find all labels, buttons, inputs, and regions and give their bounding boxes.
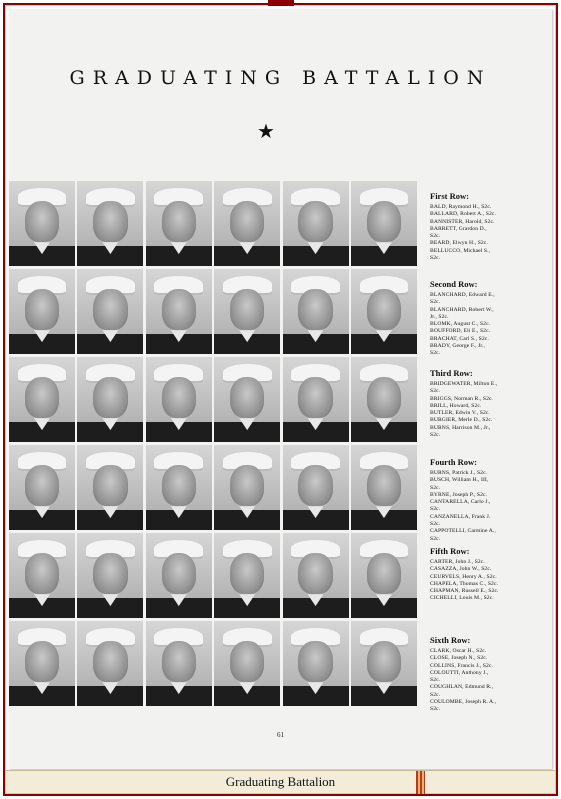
sailor-name: S2c. bbox=[430, 677, 441, 684]
sailor-name: CICHELLI, Louis M., S2c. bbox=[430, 595, 494, 602]
row-title: Fourth Row: bbox=[430, 457, 477, 467]
portrait-face bbox=[162, 201, 196, 242]
sailor-portrait bbox=[9, 269, 75, 354]
sailor-name: CANTARELLA, Carlo J., bbox=[430, 499, 491, 506]
sailor-portrait bbox=[9, 357, 75, 442]
sailor-portrait bbox=[283, 269, 349, 354]
sailor-portrait bbox=[214, 269, 280, 354]
sailor-name: CLOSE, Joseph N., S2c. bbox=[430, 655, 488, 662]
sailor-portrait bbox=[214, 181, 280, 266]
sailor-name: BRACHAT, Carl S., S2c. bbox=[430, 335, 489, 342]
sailor-name: S2c. bbox=[430, 233, 441, 240]
portrait-face bbox=[298, 465, 332, 506]
sailor-name: BALLARD, Robert A., S2c. bbox=[430, 211, 496, 218]
sailor-name: CHAPELA, Thomas C., S2c. bbox=[430, 580, 499, 587]
sailor-portrait bbox=[214, 357, 280, 442]
sailor-name: BARRETT, Grardon D., bbox=[430, 225, 487, 232]
portrait-face bbox=[298, 641, 332, 682]
portrait-face bbox=[93, 289, 127, 330]
sailor-name: CAPPOTELLI, Carmine A., bbox=[430, 528, 496, 535]
portrait-face bbox=[367, 377, 401, 418]
sailor-portrait bbox=[283, 181, 349, 266]
portrait-face bbox=[230, 465, 264, 506]
sailor-name: S2c. bbox=[430, 535, 441, 542]
sailor-name: CHAPMAN, Russell E., S2c. bbox=[430, 588, 499, 595]
row-title: Third Row: bbox=[430, 368, 473, 378]
row-name-block bbox=[430, 457, 548, 543]
sailor-name: BLOMK, August C., S2c. bbox=[430, 321, 491, 328]
star-icon: ★ bbox=[257, 121, 275, 143]
sailor-portrait bbox=[146, 269, 212, 354]
sailor-name: S2c. bbox=[430, 388, 441, 395]
row-name-block bbox=[430, 368, 548, 439]
portrait-face bbox=[367, 201, 401, 242]
portrait-face bbox=[298, 553, 332, 594]
sailor-portrait bbox=[283, 445, 349, 530]
portrait-face bbox=[230, 289, 264, 330]
sailor-portrait bbox=[351, 181, 417, 266]
sailor-portrait bbox=[9, 621, 75, 706]
sailor-portrait bbox=[351, 621, 417, 706]
portrait-face bbox=[25, 553, 59, 594]
portrait-face bbox=[93, 465, 127, 506]
sailor-portrait bbox=[9, 533, 75, 618]
portrait-face bbox=[25, 465, 59, 506]
row-name-block bbox=[430, 279, 548, 358]
caption-bar bbox=[6, 770, 555, 793]
row-title: Second Row: bbox=[430, 279, 478, 289]
sailor-portrait bbox=[214, 621, 280, 706]
sailor-portrait bbox=[283, 357, 349, 442]
row-title: First Row: bbox=[430, 191, 469, 201]
portrait-face bbox=[25, 201, 59, 242]
portrait-face bbox=[93, 377, 127, 418]
row-name-block bbox=[430, 546, 548, 603]
sailor-name: BEARD, Elwyn H., S2c. bbox=[430, 240, 488, 247]
portrait-face bbox=[367, 289, 401, 330]
sailor-portrait bbox=[9, 445, 75, 530]
sailor-name: Jr., S2c. bbox=[430, 313, 449, 320]
row-title: Fifth Row: bbox=[430, 546, 470, 556]
portrait-face bbox=[93, 201, 127, 242]
sailor-name: CANZANELLA, Frank J. bbox=[430, 513, 491, 520]
sailor-name: S2c. bbox=[430, 706, 441, 713]
sailor-name: BRIGGS, Norman R., S2c. bbox=[430, 395, 494, 402]
sailor-portrait bbox=[9, 181, 75, 266]
portrait-face bbox=[162, 377, 196, 418]
sailor-portrait bbox=[214, 533, 280, 618]
sailor-portrait bbox=[351, 533, 417, 618]
caption-tab bbox=[416, 771, 425, 794]
portrait-face bbox=[25, 289, 59, 330]
sailor-name: BOUFFORD, Eli E., S2c. bbox=[430, 328, 491, 335]
sailor-portrait bbox=[77, 357, 143, 442]
sailor-portrait bbox=[77, 533, 143, 618]
top-tab bbox=[268, 0, 294, 6]
sailor-name: COUGHLAN, Edmund R., bbox=[430, 684, 494, 691]
yearbook-page bbox=[9, 9, 552, 769]
portrait-face bbox=[367, 465, 401, 506]
portrait-face bbox=[298, 201, 332, 242]
sailor-name: COLLINS, Francis J., S2c. bbox=[430, 662, 493, 669]
portrait-face bbox=[25, 641, 59, 682]
sailor-name: BRILL, Howard, S2c. bbox=[430, 402, 482, 409]
sailor-portrait bbox=[146, 533, 212, 618]
sailor-name: BALD, Raymond H., S2c. bbox=[430, 204, 492, 210]
sailor-name: CLARK, Oscar H., S2c. bbox=[430, 648, 487, 654]
row-name-block bbox=[430, 635, 548, 714]
sailor-name: S2c. bbox=[430, 521, 441, 528]
sailor-portrait bbox=[283, 621, 349, 706]
portrait-face bbox=[367, 641, 401, 682]
portrait-face bbox=[162, 465, 196, 506]
portrait-grid bbox=[9, 181, 417, 706]
portrait-face bbox=[298, 377, 332, 418]
sailor-name: BRADY, George F., Jr., bbox=[430, 343, 485, 350]
sailor-name: BUSCH, William H., III, bbox=[430, 477, 489, 484]
portrait-face bbox=[93, 641, 127, 682]
page-heading: GRADUATING BATTALION bbox=[69, 67, 492, 89]
sailor-portrait bbox=[351, 269, 417, 354]
sailor-name: BURNS, Harrison M., Jr., bbox=[430, 424, 491, 431]
portrait-face bbox=[230, 641, 264, 682]
portrait-face bbox=[298, 289, 332, 330]
sailor-name: S2c. bbox=[430, 484, 441, 491]
sailor-name: S2c. bbox=[430, 506, 441, 513]
sailor-portrait bbox=[77, 181, 143, 266]
sailor-portrait bbox=[214, 445, 280, 530]
sailor-name: BRIDGEWATER, Milton E., bbox=[430, 381, 498, 387]
sailor-name: S2c. bbox=[430, 299, 441, 306]
portrait-face bbox=[25, 377, 59, 418]
sailor-portrait bbox=[283, 533, 349, 618]
sailor-name: COULOMBE, Joseph R. A., bbox=[430, 699, 497, 706]
sailor-portrait bbox=[77, 445, 143, 530]
sailor-name: BURGIER, Merle D., S2c. bbox=[430, 417, 493, 424]
sailor-name: BUTLER, Edwin V., S2c. bbox=[430, 410, 490, 417]
sailor-name: BLANCHARD, Robert W., bbox=[430, 306, 494, 313]
portrait-face bbox=[162, 289, 196, 330]
portrait-face bbox=[230, 553, 264, 594]
row-title: Sixth Row: bbox=[430, 635, 471, 645]
image-caption: Graduating Battalion bbox=[225, 774, 336, 789]
sailor-name: BLANCHARD, Edward E., bbox=[430, 292, 495, 298]
sailor-name: CASAZZA, John W., S2c. bbox=[430, 566, 492, 573]
sailor-name: S2c. bbox=[430, 255, 441, 262]
sailor-portrait bbox=[146, 621, 212, 706]
sailor-name: CEURVELS, Henry A., S2c. bbox=[430, 573, 497, 580]
portrait-face bbox=[230, 377, 264, 418]
sailor-portrait bbox=[146, 181, 212, 266]
sailor-portrait bbox=[351, 445, 417, 530]
sailor-portrait bbox=[351, 357, 417, 442]
portrait-face bbox=[162, 553, 196, 594]
sailor-portrait bbox=[146, 445, 212, 530]
sailor-name: COLOUTTI, Anthony J., bbox=[430, 669, 489, 676]
sailor-portrait bbox=[77, 621, 143, 706]
portrait-face bbox=[230, 201, 264, 242]
sailor-name: BANNISTER, Harold, S2c. bbox=[430, 218, 495, 225]
portrait-face bbox=[162, 641, 196, 682]
sailor-name: S2c. bbox=[430, 432, 441, 439]
sailor-portrait bbox=[77, 269, 143, 354]
sailor-name: S2c. bbox=[430, 350, 441, 357]
sailor-name: BYRNE, Joseph P., S2c. bbox=[430, 491, 488, 498]
sailor-name: CARTER, John J., S2c. bbox=[430, 559, 485, 565]
row-name-block bbox=[430, 191, 548, 262]
sailor-portrait bbox=[146, 357, 212, 442]
sailor-name: S2c. bbox=[430, 691, 441, 698]
portrait-face bbox=[367, 553, 401, 594]
sailor-name: BURNS, Patrick J., S2c. bbox=[430, 470, 488, 476]
page-number: 61 bbox=[277, 731, 284, 739]
sailor-name: BELLUCCO, Michael S., bbox=[430, 247, 491, 254]
portrait-face bbox=[93, 553, 127, 594]
